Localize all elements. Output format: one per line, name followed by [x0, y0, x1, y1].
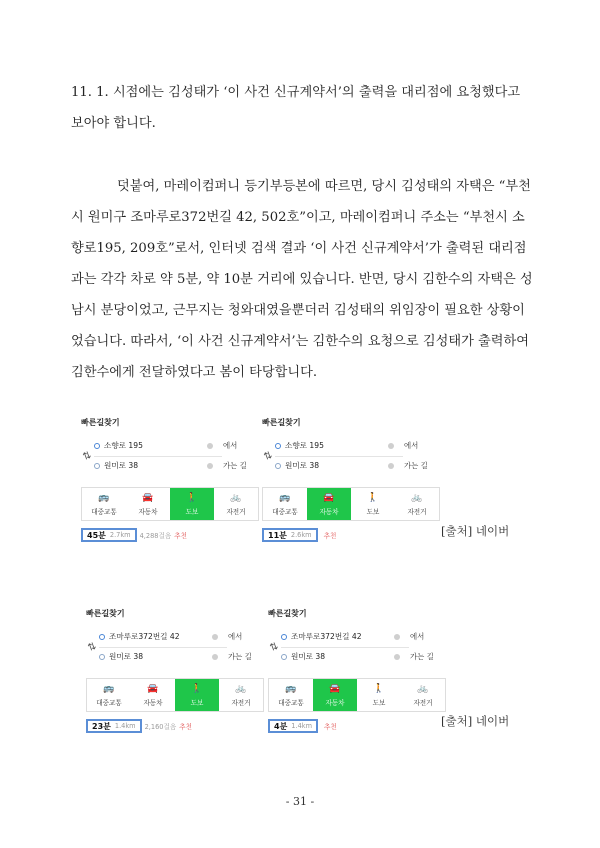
bus-icon: 🚌	[285, 683, 297, 694]
mode-tab[interactable]	[219, 679, 263, 711]
travel-time: 45분	[87, 530, 106, 540]
step-count: 4,288걸음	[139, 532, 172, 540]
travel-distance: 2.7km	[109, 531, 131, 539]
radio-dot-icon	[207, 443, 213, 449]
origin-radio[interactable]	[212, 628, 260, 645]
transport-mode-tabs	[268, 678, 446, 712]
destination-radio[interactable]	[207, 457, 255, 474]
route-result[interactable]	[262, 528, 336, 542]
car-icon: 🚘	[147, 683, 159, 694]
radio-dot-icon	[394, 654, 400, 660]
source-caption-2: [출처] 네이버	[441, 714, 510, 728]
route-result[interactable]	[268, 719, 337, 733]
origin-text: 소향로 195	[285, 441, 324, 450]
bus-icon: 🚌	[103, 683, 115, 694]
transport-mode-tabs	[262, 487, 440, 521]
origin-radio-label: 에서	[223, 441, 238, 450]
mode-label: 도보	[185, 507, 199, 516]
mode-label: 대중교통	[272, 507, 298, 516]
destination-dot-icon	[94, 463, 100, 469]
origin-dot-icon	[99, 634, 105, 640]
origin-dot-icon	[275, 443, 281, 449]
car-icon: 🚘	[142, 492, 154, 503]
transport-mode-tabs	[86, 678, 264, 712]
route-inputs	[268, 625, 440, 671]
travel-distance: 1.4km	[291, 722, 313, 730]
bus-icon: 🚌	[98, 492, 110, 503]
origin-field[interactable]	[281, 628, 362, 645]
travel-time: 23분	[92, 721, 111, 731]
mode-tab[interactable]	[263, 488, 307, 520]
mode-tab[interactable]	[307, 488, 351, 520]
mode-label: 도보	[372, 698, 386, 707]
panel-title: 빠른길찾기	[262, 418, 301, 427]
walk-icon: 🚶	[367, 492, 379, 503]
destination-dot-icon	[275, 463, 281, 469]
travel-time: 4분	[274, 721, 288, 731]
mode-tab[interactable]	[401, 679, 445, 711]
mode-tab[interactable]	[126, 488, 170, 520]
travel-distance: 1.4km	[114, 722, 136, 730]
walk-icon: 🚶	[191, 683, 203, 694]
mode-tab[interactable]	[214, 488, 258, 520]
route-inputs	[81, 434, 253, 480]
destination-radio[interactable]	[212, 648, 260, 665]
origin-dot-icon	[94, 443, 100, 449]
mode-tab[interactable]	[357, 679, 401, 711]
paragraph-2: 덧붙여, 마레이컴퍼니 등기부등본에 따르면, 당시 김성태의 자택은 “부천시 원미구 조마루로372번길 42, 502호”이고, 마레이컴퍼니 주소는 “부천시 소향로195, 209호”로서, 인터넷 검색 결과 ‘이 사건 신규계약서’가 출력된 대리점과는 각각 차로 약 5분, 약 10분 거리에 있습니다. 반면, 당시 김한수의 자택은 성남시 분당이었고, 근무지는 청와대였을뿐더러 김성태의 위임장이 필요한 상황이었습니다. 따라서, ‘이 사건 신규계약서’는 김한수의 요청으로 김성태가 출력하여 김한수에게 전달하였다고 봄이 타당합니다.	[71, 179, 533, 380]
mode-tab[interactable]	[269, 679, 313, 711]
recommend-badge: 추천	[323, 532, 337, 540]
step-count: 2,160걸음	[144, 723, 177, 731]
mode-label: 자전거	[226, 507, 246, 516]
result-highlight-box	[262, 528, 318, 542]
result-highlight-box	[268, 719, 318, 733]
origin-radio[interactable]	[388, 437, 436, 454]
bicycle-icon: 🚲	[235, 683, 247, 694]
paragraph-1: 11. 1. 시점에는 김성태가 ‘이 사건 신규계약서’의 출력을 대리점에 요청했다고 보아야 합니다.	[71, 85, 521, 131]
recommend-badge: 추천	[179, 723, 192, 731]
destination-text: 원미로 38	[285, 461, 320, 470]
radio-dot-icon	[207, 463, 213, 469]
mode-tab[interactable]	[82, 488, 126, 520]
route-inputs	[86, 625, 258, 671]
destination-radio-label: 가는 길	[223, 461, 247, 470]
swap-icon[interactable]: ⇅	[81, 449, 94, 464]
result-highlight-box	[81, 528, 137, 542]
destination-radio[interactable]	[394, 648, 442, 665]
destination-field[interactable]	[94, 457, 138, 474]
mode-label: 도보	[366, 507, 380, 516]
origin-text: 조마루로372번길 42	[291, 632, 362, 641]
panel-title: 빠른길찾기	[81, 418, 120, 427]
car-icon: 🚘	[323, 492, 335, 503]
mode-tab[interactable]	[313, 679, 357, 711]
mode-tab[interactable]	[170, 488, 214, 520]
recommend-badge: 추천	[324, 723, 337, 731]
origin-radio-label: 에서	[404, 441, 419, 450]
origin-field[interactable]	[275, 437, 324, 454]
mode-label: 대중교통	[91, 507, 117, 516]
recommend-badge: 추천	[174, 532, 187, 540]
destination-text: 원미로 38	[104, 461, 139, 470]
destination-dot-icon	[99, 654, 105, 660]
destination-field[interactable]	[281, 648, 325, 665]
mode-label: 자전거	[407, 507, 427, 516]
mode-tab[interactable]	[395, 488, 439, 520]
mode-tab[interactable]	[351, 488, 395, 520]
destination-field[interactable]	[99, 648, 143, 665]
destination-field[interactable]	[275, 457, 319, 474]
mode-tab[interactable]	[131, 679, 175, 711]
source-caption-1: [출처] 네이버	[441, 524, 510, 538]
bus-icon: 🚌	[279, 492, 291, 503]
destination-radio[interactable]	[388, 457, 436, 474]
bicycle-icon: 🚲	[417, 683, 429, 694]
origin-radio[interactable]	[394, 628, 442, 645]
destination-radio-label: 가는 길	[228, 652, 252, 661]
origin-dot-icon	[281, 634, 287, 640]
mode-label: 자동차	[143, 698, 163, 707]
radio-dot-icon	[212, 654, 218, 660]
panel-title: 빠른길찾기	[86, 609, 125, 618]
car-icon: 🚘	[329, 683, 341, 694]
route-result[interactable]	[81, 528, 187, 542]
origin-field[interactable]	[94, 437, 143, 454]
mode-label: 자동차	[325, 698, 345, 707]
result-highlight-box	[86, 719, 142, 733]
walk-icon: 🚶	[186, 492, 198, 503]
mode-tab[interactable]	[87, 679, 131, 711]
page-number: - 31 -	[285, 795, 315, 808]
swap-icon[interactable]: ⇅	[262, 449, 275, 464]
bicycle-icon: 🚲	[230, 492, 242, 503]
origin-text: 소향로 195	[104, 441, 143, 450]
route-inputs	[262, 434, 434, 480]
swap-icon[interactable]: ⇅	[86, 640, 99, 655]
origin-text: 조마루로372번길 42	[109, 632, 180, 641]
mode-label: 자전거	[413, 698, 433, 707]
route-result[interactable]	[86, 719, 192, 733]
radio-dot-icon	[394, 634, 400, 640]
radio-dot-icon	[212, 634, 218, 640]
destination-radio-label: 가는 길	[404, 461, 428, 470]
mode-label: 자전거	[231, 698, 251, 707]
origin-radio-label: 에서	[410, 632, 425, 641]
mode-label: 자동차	[138, 507, 158, 516]
swap-icon[interactable]: ⇅	[268, 640, 281, 655]
transport-mode-tabs	[81, 487, 259, 521]
travel-time: 11분	[268, 530, 287, 540]
mode-tab[interactable]	[175, 679, 219, 711]
walk-icon: 🚶	[373, 683, 385, 694]
mode-label: 도보	[190, 698, 204, 707]
bicycle-icon: 🚲	[411, 492, 423, 503]
panel-title: 빠른길찾기	[268, 609, 307, 618]
origin-field[interactable]	[99, 628, 180, 645]
destination-text: 원미로 38	[109, 652, 144, 661]
mode-label: 대중교통	[96, 698, 122, 707]
destination-radio-label: 가는 길	[410, 652, 434, 661]
origin-radio-label: 에서	[228, 632, 243, 641]
destination-text: 원미로 38	[291, 652, 326, 661]
mode-label: 대중교통	[278, 698, 304, 707]
destination-dot-icon	[281, 654, 287, 660]
mode-label: 자동차	[319, 507, 339, 516]
origin-radio[interactable]	[207, 437, 255, 454]
radio-dot-icon	[388, 443, 394, 449]
radio-dot-icon	[388, 463, 394, 469]
travel-distance: 2.6km	[290, 531, 312, 539]
